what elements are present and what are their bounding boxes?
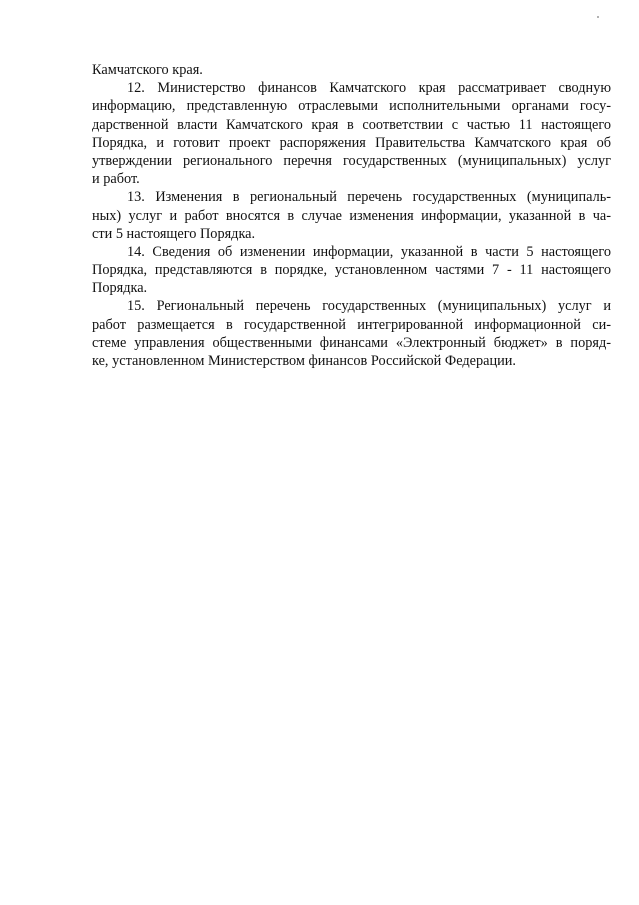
text-line: информацию, представленную отраслевыми исполнительными органами госу-: [92, 98, 611, 115]
text-line: ных) услуг и работ вносятся в случае изменения информации, указанной в ча-: [92, 207, 611, 224]
text-line: работ размещается в государственной интегрированной информационной си-: [92, 316, 611, 333]
text-line: дарственной власти Камчатского края в соответствии с частью 11 настоящего: [92, 116, 611, 133]
text-line: стеме управления общественными финансами «Электронный бюджет» в поряд-: [92, 334, 611, 351]
text-line: Порядка.: [92, 280, 148, 297]
text-line: сти 5 настоящего Порядка.: [92, 225, 256, 242]
text-line: Порядка, и готовит проект распоряжения Правительства Камчатского края об: [92, 134, 611, 151]
text-line: ке, установленном Министерством финансов Российской Федерации.: [92, 353, 516, 369]
paragraph-first-line: 13. Изменения в региональный перечень государственных (муниципаль-: [127, 189, 611, 206]
document-body-text: [92, 61, 611, 370]
paragraph-first-line: 15. Региональный перечень государственных (муниципальных) услуг и: [127, 298, 611, 315]
text-line: утверждении регионального перечня государственных (муниципальных) услуг: [92, 152, 611, 169]
text-line: Порядка, представляются в порядке, установленном частями 7 - 11 настоящего: [92, 262, 611, 279]
paragraph-first-line: 14. Сведения об изменении информации, указанной в части 5 настоящего: [127, 243, 611, 260]
paragraph-first-line: 12. Министерство финансов Камчатского края рассматривает сводную: [127, 80, 611, 97]
scan-speck: [597, 16, 599, 18]
text-line: и работ.: [92, 171, 140, 188]
text-line: Камчатского края.: [92, 62, 203, 78]
